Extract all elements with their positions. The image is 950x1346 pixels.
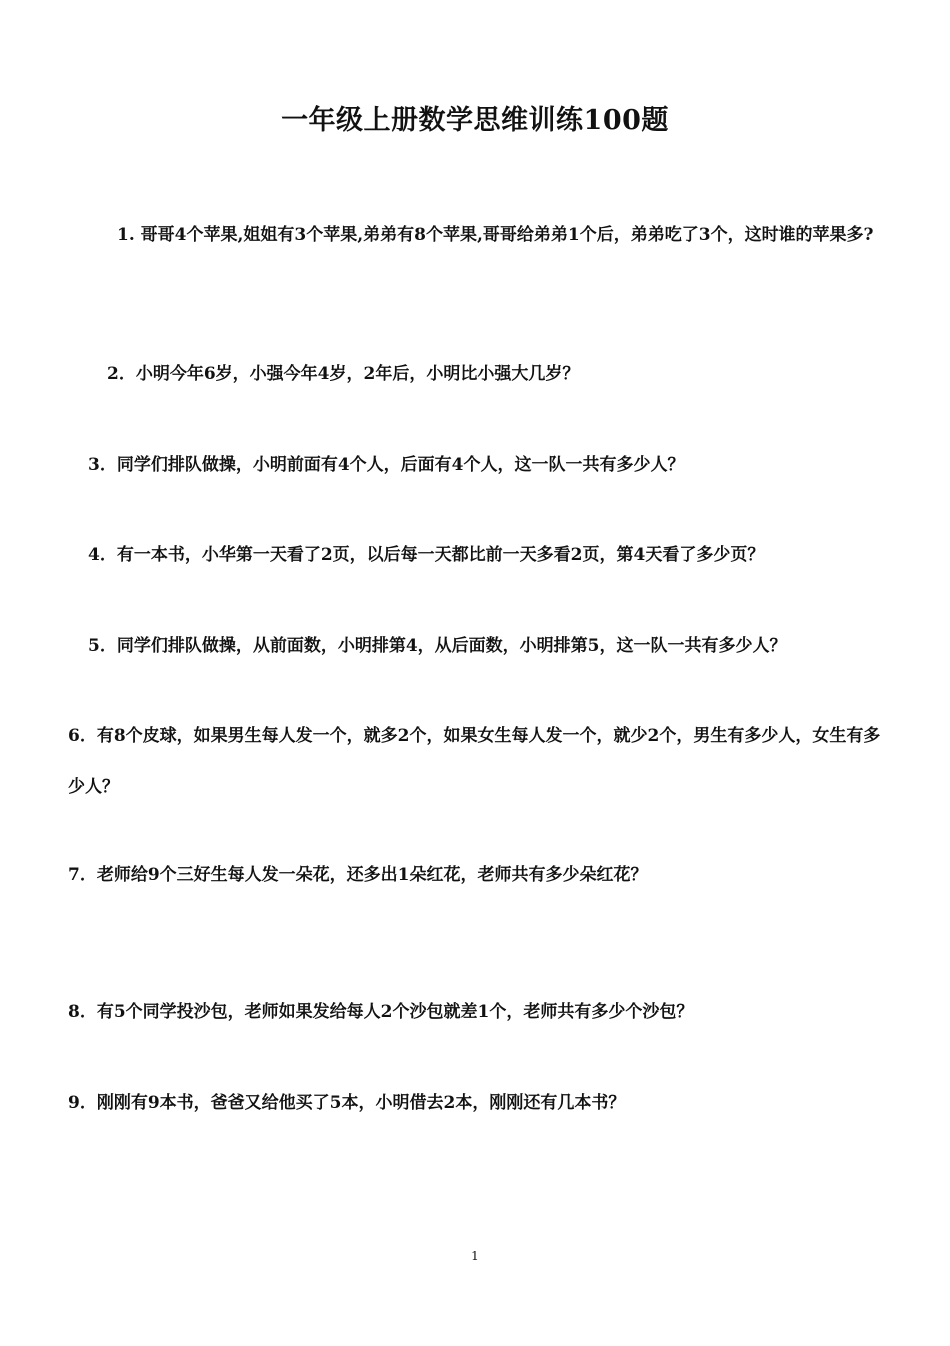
question-7: 7．老师给9个三好生每人发一朵花，还多出1朵红花，老师共有多少朵红花？ [68,865,648,885]
question-1: 1. 哥哥4个苹果,姐姐有3个苹果,弟弟有8个苹果,哥哥给弟弟1个后，弟弟吃了3个，这时谁的苹果多? [117,225,874,245]
question-8: 8．有5个同学投沙包，老师如果发给每人2个沙包就差1个，老师共有多少个沙包？ [68,1002,694,1022]
question-9: 9．刚刚有9本书，爸爸又给他买了5本，小明借去2本，刚刚还有几本书？ [68,1093,626,1113]
question-2: 2．小明今年6岁，小强今年4岁，2年后，小明比小强大几岁？ [107,364,580,384]
question-4: 4．有一本书，小华第一天看了2页，以后每一天都比前一天多看2页，第4天看了多少页？ [88,545,765,565]
page-number: 1 [471,1249,479,1263]
question-5: 5．同学们排队做操，从前面数，小明排第4，从后面数，小明排第5，这一队一共有多少人？ [88,636,787,656]
question-3: 3．同学们排队做操，小明前面有4个人，后面有4个人，这一队一共有多少人？ [88,455,685,475]
document-title: 一年级上册数学思维训练100题 [281,105,669,136]
question-6: 6．有8个皮球，如果男生每人发一个，就多2个，如果女生每人发一个，就少2个，男生有多少人，女生有多少人？ [68,726,881,797]
